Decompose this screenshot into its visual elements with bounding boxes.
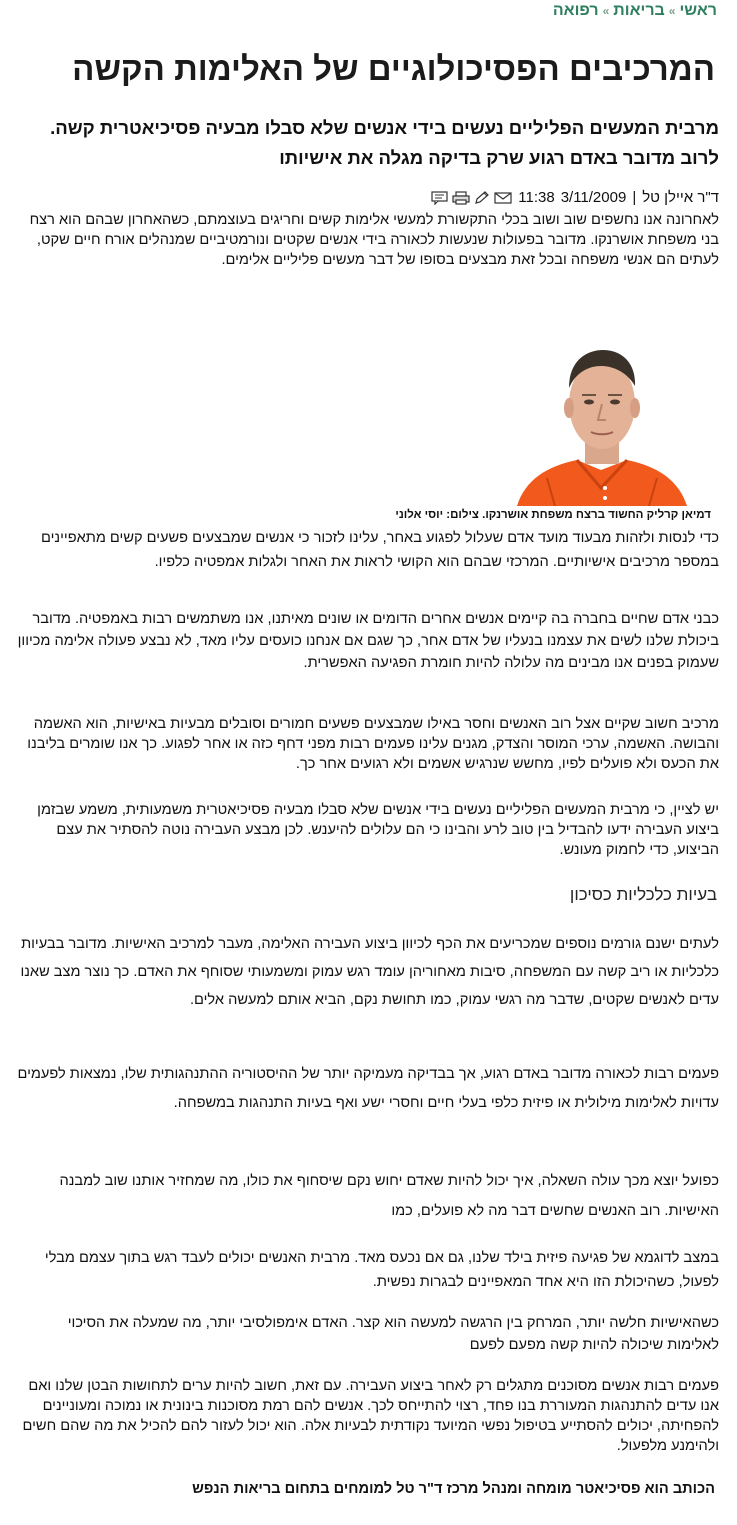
paragraph-psychiatric: יש לציין, כי מרבית המעשים הפליליים נעשים בידי אנשים שלא סבלו מבעיה פסיכיאטרית משמעותית, משמע שבזמן ביצוע העבירה ידעו להבדיל בין טוב לרע והבינו כי הם עלולים להיענש. לכן מבצע העבירה נוטה להסתיר את עצם הביצוע, כדי לחמוק מעונש. (37, 802, 719, 858)
paragraph-impulsive: כשהאישיות חלשה יותר, המרחק בין הרגשה למעשה הוא קצר. האדם אימפולסיבי יותר, מה שמעלה את הסיכוי לאלימות שיכולה להיות קשה מפעם לפעם (67, 1315, 719, 1353)
comment-icon[interactable] (431, 191, 449, 205)
breadcrumb-medicine[interactable]: רפואה (552, 2, 599, 19)
breadcrumb (553, 2, 717, 20)
publish-time: 11:38 (518, 189, 555, 206)
byline (431, 188, 719, 208)
section-heading: בעיות כלכליות כסיכון (569, 885, 717, 904)
mail-icon[interactable] (494, 191, 512, 205)
paragraph-intro: לאחרונה אנו נחשפים שוב ושוב בכלי התקשורת למעשי אלימות קשים וחריגים בעוצמתם, כשהאחרון שבהם הוא רצח בני משפחת אושרנקו. מדובר בפעולות שנעשות לכאורה בידי אנשים שקטים ונורמטיביים שמנהלים אורח חיים שקט, לעתים הם אנשי משפחה ובכל זאת מבצעים בסופו של דבר מעשים פליליים אלימים. (29, 212, 719, 268)
paragraph-economic: לעתים ישנם גורמים נוספים שמכריעים את הכף לכיוון ביצוע העבירה האלימה, מעבר למרכיב האישיות. מדובר בבעיות כלכליות או ריב קשה עם המשפחה, סיבות מאחוריהן עומד רגש עמוק ומשמעותי שסוחף את האדם. כך נוצר מצב שאנו עדים לאנשים שקטים, שדבר מה רגשי עמוק, כמו תחושת נקם, הביא אותם למעשה אלים. (20, 936, 719, 1008)
byline-divider: | (632, 189, 637, 206)
breadcrumb-separator: » (668, 4, 676, 18)
paragraph-empathy: כבני אדם שחיים בחברה בה קיימים אנשים אחרים הדומים או שונים מאיתנו, אנו משתמשים רבות באמפטיה. מדובר ביכולת שלנו לשים את עצמנו בנעליו של אדם אחר, כך שגם אם אנחנו כועסים עליו מאד, לא נבצע פעולה אלימה מכיוון שעמוק בפנים אנו מבינים מה עלולה להיות חומרת הפגיעה האפשרית. (17, 611, 719, 671)
edit-icon[interactable] (473, 191, 491, 205)
article-tools (431, 191, 512, 205)
paragraph-maturity: במצב לדוגמא של פגיעה פיזית בילד שלנו, גם אם נכעס מאד. מרבית האנשים יכולים לעבד רגש בתוך עצמם מבלי לפעול, כשהיכולת הזו היא אחד המאפיינים לבגרות נפשית. (44, 1250, 719, 1290)
author-name[interactable]: ד"ר איילן טל (642, 189, 719, 206)
paragraph-history: פעמים רבות לכאורה מדובר באדם רגוע, אך בבדיקה מעמיקה יותר של ההיסטוריה ההתנהגותית שלו, נמצאות לפעמים עדויות לאלימות מילולית או פיזית כלפי בעלי חיים וחסרי ישע ואף בעיות התנהגות במשפחה. (17, 1066, 719, 1111)
breadcrumb-separator: » (602, 4, 610, 18)
breadcrumb-health[interactable]: בריאות (613, 2, 665, 19)
paragraph-identify: כדי לנסות ולזהות מבעוד מועד אדם שעלול לפגוע באחר, עלינו לזכור כי אנשים שמבצעים פשעים קשים מתאפיינים במספר מרכיבים אישיותיים. המרכזי שבהם הוא הקושי לראות את האחר ולגלות אמפטיה כלפיו. (41, 530, 719, 570)
article-subtitle: מרבית המעשים הפליליים נעשים בידי אנשים שלא סבלו מבעיה פסיכיאטרית קשה. לרוב מדובר באדם רגוע שרק בדיקה מגלה את אישיותו (50, 117, 719, 168)
publish-date: 3/11/2009 (560, 189, 627, 206)
article-photo (507, 338, 695, 506)
paragraph-revenge: כפועל יוצא מכך עולה השאלה, איך יכול להיות שאדם יחוש נקם שיסחוף את כולו, מה שמחזיר אותנו שוב למבנה האישיות. רוב האנשים שחשים דבר מה לא פועלים, כמו (59, 1173, 719, 1219)
article-title: המרכיבים הפסיכולוגיים של האלימות הקשה (72, 50, 715, 87)
breadcrumb-home[interactable]: ראשי (679, 2, 717, 19)
suspect-photo-illustration (507, 338, 695, 506)
paragraph-treatment: פעמים רבות אנשים מסוכנים מתגלים רק לאחר ביצוע העבירה. עם זאת, חשוב להיות ערים לתחושות הבטן שלנו ואם אנו עדים להתנהגות המעוררת בנו פחד, רצוי להתייחס לכך. אנשים להם רמת מסוכנות בינונית או נמוכה ומעוניינים להפחיתה, יכולים להסתייע בטיפול נפשי המיועד נקודתית לבעיות אלה. הוא יכול לעזור להם להכיל את מה שהם חשים ולהימנע מלפעול. (22, 1378, 719, 1454)
paragraph-guilt: מרכיב חשוב שקיים אצל רוב האנשים וחסר באילו שמבצעים פשעים חמורים וסובלים מבעיות באישיות, הוא האשמה והבושה. האשמה, ערכי המוסר והצדק, מגנים עלינו פעמים רבות מפני דחף כזה או אחר לפגוע. כך אנו שומרים בליבנו את הכעס ולא פועלים לפיו, מחשש שנרגיש אשמים ולא רגועים אחר כך. (27, 716, 719, 772)
photo-caption: דמיאן קרליק החשוד ברצח משפחת אושרנקו. צילום: יוסי אלוני (395, 509, 711, 521)
print-icon[interactable] (452, 191, 470, 205)
author-note: הכותב הוא פסיכיאטר מומחה ומנהל מרכז ד"ר טל למומחים בתחום בריאות הנפש (192, 1481, 715, 1497)
